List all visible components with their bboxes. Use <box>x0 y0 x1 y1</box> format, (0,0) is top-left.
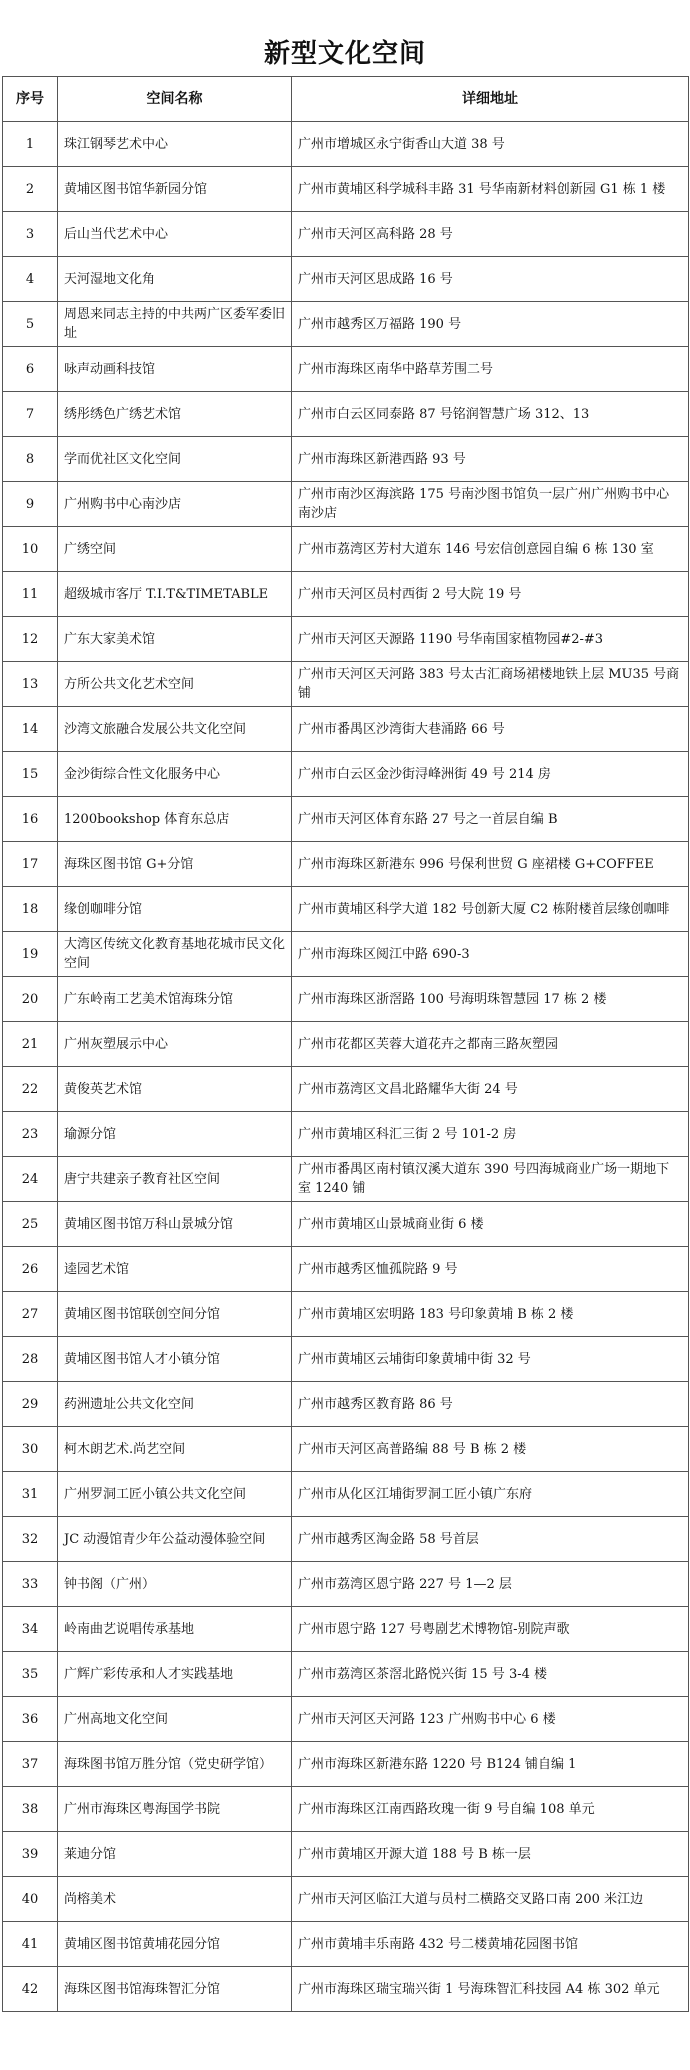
space-name-cell: 药洲遗址公共文化空间 <box>58 1382 292 1427</box>
row-number: 1 <box>3 122 58 167</box>
row-number: 40 <box>3 1877 58 1922</box>
space-name-cell: 广东大家美术馆 <box>58 617 292 662</box>
table-row <box>3 392 689 437</box>
address-cell: 广州市黄埔区科学大道 182 号创新大厦 C2 栋附楼首层缘创咖啡 <box>292 887 689 932</box>
table-row <box>3 1382 689 1427</box>
row-number: 25 <box>3 1202 58 1247</box>
space-name-cell: 咏声动画科技馆 <box>58 347 292 392</box>
table-row <box>3 1112 689 1157</box>
table-row <box>3 1832 689 1877</box>
table-row <box>3 167 689 212</box>
address-cell: 广州市海珠区南华中路草芳围二号 <box>292 347 689 392</box>
row-number: 29 <box>3 1382 58 1427</box>
table-row <box>3 122 689 167</box>
address-cell: 广州市番禺区南村镇汉溪大道东 390 号四海城商业广场一期地下室 1240 铺 <box>292 1157 689 1202</box>
row-number: 6 <box>3 347 58 392</box>
space-name-cell: 绣彤绣色广绣艺术馆 <box>58 392 292 437</box>
address-cell: 广州市荔湾区文昌北路耀华大街 24 号 <box>292 1067 689 1112</box>
table-row <box>3 617 689 662</box>
address-cell: 广州市天河区员村西街 2 号大院 19 号 <box>292 572 689 617</box>
row-number: 2 <box>3 167 58 212</box>
table-row <box>3 797 689 842</box>
address-cell: 广州市番禺区沙湾街大巷涌路 66 号 <box>292 707 689 752</box>
address-cell: 广州市越秀区淘金路 58 号首层 <box>292 1517 689 1562</box>
table-row <box>3 1742 689 1787</box>
row-number: 31 <box>3 1472 58 1517</box>
row-number: 34 <box>3 1607 58 1652</box>
row-number: 4 <box>3 257 58 302</box>
address-cell: 广州市越秀区万福路 190 号 <box>292 302 689 347</box>
address-cell: 广州市荔湾区芳村大道东 146 号宏信创意园自编 6 栋 130 室 <box>292 527 689 572</box>
table-row <box>3 527 689 572</box>
space-name-cell: 天河湿地文化角 <box>58 257 292 302</box>
space-name-cell: 学而优社区文化空间 <box>58 437 292 482</box>
table-row <box>3 707 689 752</box>
address-cell: 广州市黄埔区云埔街印象黄埔中街 32 号 <box>292 1337 689 1382</box>
table-row <box>3 482 689 527</box>
space-name-cell: 1200bookshop 体育东总店 <box>58 797 292 842</box>
space-name-cell: 广辉广彩传承和人才实践基地 <box>58 1652 292 1697</box>
space-name-cell: 黄埔区图书馆华新园分馆 <box>58 167 292 212</box>
table-row <box>3 572 689 617</box>
row-number: 41 <box>3 1922 58 1967</box>
space-name-cell: 方所公共文化艺术空间 <box>58 662 292 707</box>
address-cell: 广州市黄埔区科汇三街 2 号 101-2 房 <box>292 1112 689 1157</box>
space-name-cell: 黄埔区图书馆人才小镇分馆 <box>58 1337 292 1382</box>
address-cell: 广州市海珠区新港东路 1220 号 B124 铺自编 1 <box>292 1742 689 1787</box>
header-space-name: 空间名称 <box>58 77 292 122</box>
space-name-cell: 瑜源分馆 <box>58 1112 292 1157</box>
address-cell: 广州市天河区临江大道与员村二横路交叉路口南 200 米江边 <box>292 1877 689 1922</box>
address-cell: 广州市海珠区瑞宝瑞兴街 1 号海珠智汇科技园 A4 栋 302 单元 <box>292 1967 689 2012</box>
space-name-cell: 岭南曲艺说唱传承基地 <box>58 1607 292 1652</box>
space-name-cell: 大湾区传统文化教育基地花城市民文化空间 <box>58 932 292 977</box>
row-number: 22 <box>3 1067 58 1112</box>
row-number: 26 <box>3 1247 58 1292</box>
row-number: 36 <box>3 1697 58 1742</box>
row-number: 30 <box>3 1427 58 1472</box>
space-name-cell: 广州购书中心南沙店 <box>58 482 292 527</box>
row-number: 5 <box>3 302 58 347</box>
space-name-cell: 广绣空间 <box>58 527 292 572</box>
space-name-cell: 广州罗洞工匠小镇公共文化空间 <box>58 1472 292 1517</box>
row-number: 35 <box>3 1652 58 1697</box>
address-cell: 广州市南沙区海滨路 175 号南沙图书馆负一层广州广州购书中心南沙店 <box>292 482 689 527</box>
table-row <box>3 1877 689 1922</box>
table-row <box>3 1202 689 1247</box>
address-cell: 广州市黄埔区开源大道 188 号 B 栋一层 <box>292 1832 689 1877</box>
address-cell: 广州市越秀区教育路 86 号 <box>292 1382 689 1427</box>
table-row <box>3 1067 689 1112</box>
space-name-cell: 莱迪分馆 <box>58 1832 292 1877</box>
space-name-cell: 钟书阁（广州） <box>58 1562 292 1607</box>
table-row <box>3 842 689 887</box>
table-row <box>3 212 689 257</box>
address-cell: 广州市天河区天河路 123 广州购书中心 6 楼 <box>292 1697 689 1742</box>
row-number: 17 <box>3 842 58 887</box>
space-name-cell: 后山当代艺术中心 <box>58 212 292 257</box>
space-name-cell: 唐宁共建亲子教育社区空间 <box>58 1157 292 1202</box>
space-name-cell: 海珠区图书馆海珠智汇分馆 <box>58 1967 292 2012</box>
table-row <box>3 887 689 932</box>
row-number: 32 <box>3 1517 58 1562</box>
row-number: 14 <box>3 707 58 752</box>
address-cell: 广州市花都区芙蓉大道花卉之都南三路灰塑园 <box>292 1022 689 1067</box>
address-cell: 广州市海珠区新港西路 93 号 <box>292 437 689 482</box>
space-name-cell: 周恩来同志主持的中共两广区委军委旧址 <box>58 302 292 347</box>
table-header-row <box>3 77 689 122</box>
space-name-cell: 广东岭南工艺美术馆海珠分馆 <box>58 977 292 1022</box>
row-number: 11 <box>3 572 58 617</box>
table-row <box>3 1922 689 1967</box>
header-address: 详细地址 <box>292 77 689 122</box>
row-number: 3 <box>3 212 58 257</box>
space-name-cell: 黄俊英艺术馆 <box>58 1067 292 1112</box>
table-row <box>3 1247 689 1292</box>
space-name-cell: 广州灰塑展示中心 <box>58 1022 292 1067</box>
space-name-cell: 黄埔区图书馆万科山景城分馆 <box>58 1202 292 1247</box>
address-cell: 广州市白云区金沙街浔峰洲街 49 号 214 房 <box>292 752 689 797</box>
table-row <box>3 1607 689 1652</box>
space-name-cell: 逵园艺术馆 <box>58 1247 292 1292</box>
table-row <box>3 437 689 482</box>
header-number: 序号 <box>3 77 58 122</box>
table-row <box>3 1697 689 1742</box>
page-title: 新型文化空间 <box>263 39 426 69</box>
row-number: 21 <box>3 1022 58 1067</box>
space-name-cell: 珠江钢琴艺术中心 <box>58 122 292 167</box>
address-cell: 广州市从化区江埔街罗洞工匠小镇广东府 <box>292 1472 689 1517</box>
row-number: 39 <box>3 1832 58 1877</box>
address-cell: 广州市天河区天河路 383 号太古汇商场裙楼地铁上层 MU35 号商铺 <box>292 662 689 707</box>
row-number: 8 <box>3 437 58 482</box>
row-number: 16 <box>3 797 58 842</box>
cultural-space-table <box>2 76 689 2012</box>
row-number: 28 <box>3 1337 58 1382</box>
table-row <box>3 302 689 347</box>
address-cell: 广州市海珠区阅江中路 690-3 <box>292 932 689 977</box>
row-number: 27 <box>3 1292 58 1337</box>
space-name-cell: 海珠区图书馆 G+分馆 <box>58 842 292 887</box>
row-number: 37 <box>3 1742 58 1787</box>
space-name-cell: 尚榕美术 <box>58 1877 292 1922</box>
table-row <box>3 752 689 797</box>
space-name-cell: JC 动漫馆青少年公益动漫体验空间 <box>58 1517 292 1562</box>
address-cell: 广州市海珠区浙滘路 100 号海明珠智慧园 17 栋 2 楼 <box>292 977 689 1022</box>
address-cell: 广州市天河区高普路编 88 号 B 栋 2 楼 <box>292 1427 689 1472</box>
space-name-cell: 黄埔区图书馆黄埔花园分馆 <box>58 1922 292 1967</box>
space-name-cell: 缘创咖啡分馆 <box>58 887 292 932</box>
address-cell: 广州市白云区同泰路 87 号铭润智慧广场 312、13 <box>292 392 689 437</box>
table-row <box>3 977 689 1022</box>
row-number: 19 <box>3 932 58 977</box>
table-row <box>3 1562 689 1607</box>
table-row <box>3 1652 689 1697</box>
table-row <box>3 1292 689 1337</box>
address-cell: 广州市天河区体育东路 27 号之一首层自编 B <box>292 797 689 842</box>
address-cell: 广州市荔湾区恩宁路 227 号 1—2 层 <box>292 1562 689 1607</box>
table-row <box>3 1787 689 1832</box>
row-number: 9 <box>3 482 58 527</box>
row-number: 38 <box>3 1787 58 1832</box>
space-name-cell: 沙湾文旅融合发展公共文化空间 <box>58 707 292 752</box>
row-number: 33 <box>3 1562 58 1607</box>
table-row <box>3 932 689 977</box>
row-number: 18 <box>3 887 58 932</box>
space-name-cell: 柯木朗艺术.尚艺空间 <box>58 1427 292 1472</box>
table-row <box>3 1022 689 1067</box>
table-row <box>3 1427 689 1472</box>
space-name-cell: 金沙街综合性文化服务中心 <box>58 752 292 797</box>
space-name-cell: 超级城市客厅 T.I.T&TIMETABLE <box>58 572 292 617</box>
address-cell: 广州市天河区天源路 1190 号华南国家植物园#2-#3 <box>292 617 689 662</box>
row-number: 12 <box>3 617 58 662</box>
row-number: 10 <box>3 527 58 572</box>
address-cell: 广州市海珠区江南西路玫瑰一街 9 号自编 108 单元 <box>292 1787 689 1832</box>
space-name-cell: 广州高地文化空间 <box>58 1697 292 1742</box>
table-row <box>3 257 689 302</box>
space-name-cell: 广州市海珠区粤海国学书院 <box>58 1787 292 1832</box>
address-cell: 广州市黄埔丰乐南路 432 号二楼黄埔花园图书馆 <box>292 1922 689 1967</box>
address-cell: 广州市天河区高科路 28 号 <box>292 212 689 257</box>
table-row <box>3 1517 689 1562</box>
address-cell: 广州市恩宁路 127 号粤剧艺术博物馆-别院声歌 <box>292 1607 689 1652</box>
row-number: 24 <box>3 1157 58 1202</box>
row-number: 13 <box>3 662 58 707</box>
address-cell: 广州市黄埔区山景城商业街 6 楼 <box>292 1202 689 1247</box>
table-row <box>3 662 689 707</box>
table-row <box>3 1157 689 1202</box>
row-number: 15 <box>3 752 58 797</box>
table-body <box>3 122 689 2012</box>
address-cell: 广州市海珠区新港东 996 号保利世贸 G 座裙楼 G+COFFEE <box>292 842 689 887</box>
address-cell: 广州市天河区思成路 16 号 <box>292 257 689 302</box>
table-row <box>3 1337 689 1382</box>
row-number: 42 <box>3 1967 58 2012</box>
row-number: 7 <box>3 392 58 437</box>
address-cell: 广州市增城区永宁街香山大道 38 号 <box>292 122 689 167</box>
table-row <box>3 1967 689 2012</box>
row-number: 23 <box>3 1112 58 1157</box>
table-row <box>3 347 689 392</box>
address-cell: 广州市荔湾区茶滘北路悦兴街 15 号 3-4 楼 <box>292 1652 689 1697</box>
address-cell: 广州市越秀区恤孤院路 9 号 <box>292 1247 689 1292</box>
space-name-cell: 海珠图书馆万胜分馆（党史研学馆） <box>58 1742 292 1787</box>
row-number: 20 <box>3 977 58 1022</box>
address-cell: 广州市黄埔区宏明路 183 号印象黄埔 B 栋 2 楼 <box>292 1292 689 1337</box>
space-name-cell: 黄埔区图书馆联创空间分馆 <box>58 1292 292 1337</box>
table-row <box>3 1472 689 1517</box>
address-cell: 广州市黄埔区科学城科丰路 31 号华南新材料创新园 G1 栋 1 楼 <box>292 167 689 212</box>
